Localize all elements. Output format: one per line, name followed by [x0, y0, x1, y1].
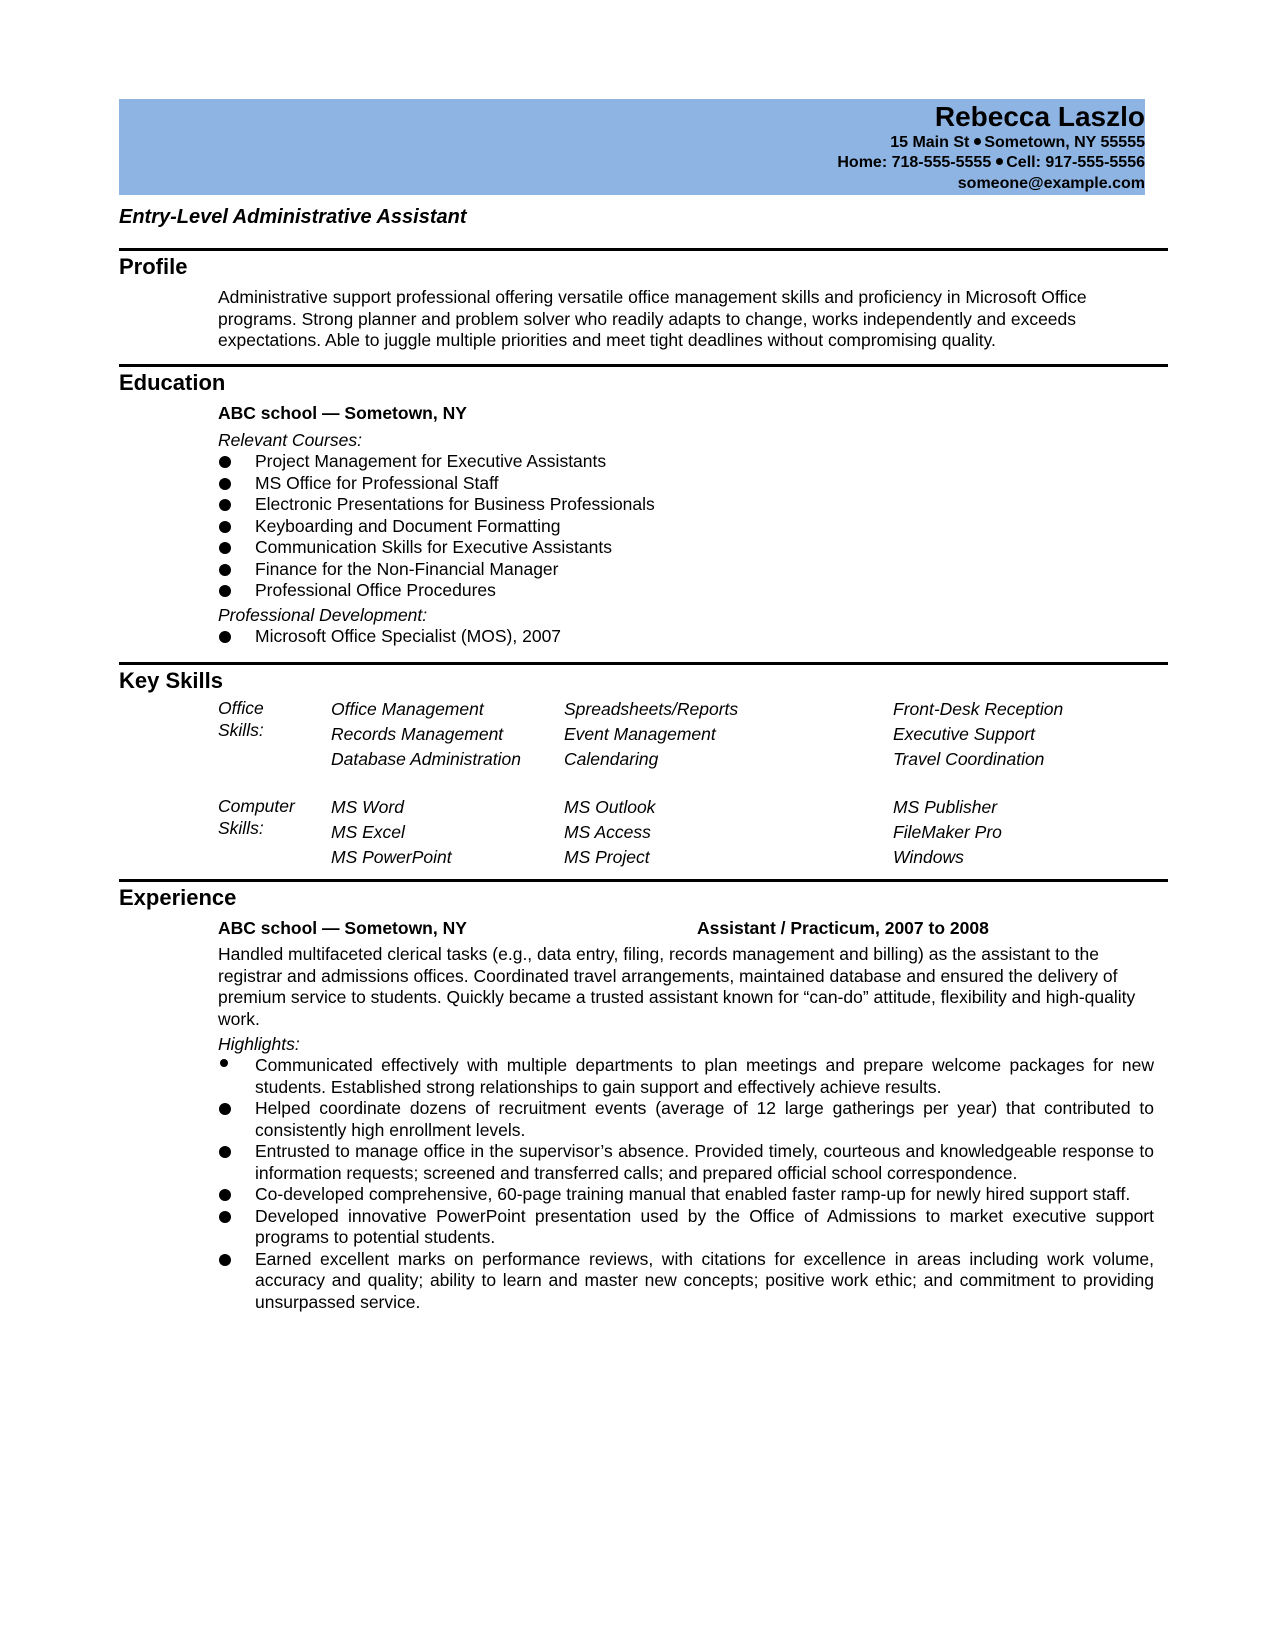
development-list — [218, 626, 1160, 648]
address-line — [890, 133, 1145, 153]
skills-column — [893, 795, 1002, 870]
section-divider — [119, 879, 1168, 882]
skills-column — [564, 795, 655, 870]
bullet-icon — [219, 521, 231, 533]
skill-item: Calendaring — [564, 749, 659, 769]
list-item: Developed innovative PowerPoint presentation used by the Office of Admissions to market executive support programs to potential students. — [218, 1206, 1154, 1249]
computer-skills-label: Computer Skills: — [218, 796, 295, 838]
school-name: ABC school — Sometown, NY — [218, 403, 467, 423]
experience-heading: Experience — [119, 885, 237, 910]
list-item: Earned excellent marks on performance reviews, with citations for excellence in areas including work volume, accuracy and quality; ability to learn and master new concepts; positive work ethic; and commitment to providing unsurpassed service. — [218, 1249, 1154, 1314]
skills-column — [564, 697, 738, 772]
office-skills-label: Office Skills: — [218, 698, 264, 740]
phone-line — [837, 153, 1145, 173]
section-divider — [119, 248, 1168, 251]
bullet-icon — [219, 1103, 231, 1115]
list-item: Electronic Presentations for Business Professionals — [218, 494, 1160, 516]
skill-item: Office Management — [331, 699, 484, 719]
skill-item: MS PowerPoint — [331, 847, 452, 867]
bullet-icon — [219, 631, 231, 643]
skill-item: Executive Support — [893, 724, 1036, 744]
bullet-icon — [219, 499, 231, 511]
list-item: Project Management for Executive Assistants — [218, 451, 1160, 473]
bullet-icon — [219, 1254, 231, 1266]
skill-item: MS Outlook — [564, 797, 656, 817]
skill-item: Spreadsheets/Reports — [564, 699, 739, 719]
list-item: Professional Office Procedures — [218, 580, 1160, 602]
bullet-icon — [219, 1146, 231, 1158]
list-item: Keyboarding and Document Formatting — [218, 516, 1160, 538]
address-city: Sometown, NY 55555 — [984, 134, 1145, 151]
highlights-list — [218, 1055, 1154, 1313]
skill-item: MS Excel — [331, 822, 405, 842]
skill-item: Event Management — [564, 724, 716, 744]
skill-item: MS Access — [564, 822, 651, 842]
bullet-icon — [219, 1211, 231, 1223]
list-item: Helped coordinate dozens of recruitment events (average of 12 large gatherings per year) that contributed to consistently high enrollment levels. — [218, 1098, 1154, 1141]
bullet-icon — [219, 564, 231, 576]
skill-item: Travel Coordination — [893, 749, 1045, 769]
profile-heading: Profile — [119, 254, 188, 279]
email-link[interactable]: someone@example.com — [957, 175, 1145, 192]
section-divider — [119, 662, 1168, 665]
job-title: Entry-Level Administrative Assistant — [119, 206, 467, 228]
bullet-icon — [219, 456, 231, 468]
profile-text: Administrative support professional offering versatile office management skills and proficiency in Microsoft Office programs. Strong planner and problem solver who readily adapts to change, works independently and exceeds expectations. Able to juggle multiple priorities and meet tight deadlines without compromising quality. — [218, 287, 1087, 350]
bullet-icon — [219, 1189, 231, 1201]
list-item: Communication Skills for Executive Assistants — [218, 537, 1160, 559]
position-title: Assistant / Practicum, 2007 to 2008 — [697, 918, 989, 938]
highlights-label: Highlights: — [218, 1034, 300, 1054]
skill-item: MS Project — [564, 847, 650, 867]
phone-home: Home: 718-555-5555 — [837, 154, 992, 171]
list-item: Finance for the Non-Financial Manager — [218, 559, 1160, 581]
bullet-icon — [219, 585, 231, 597]
skill-item: Front-Desk Reception — [893, 699, 1064, 719]
bullet-separator-icon — [996, 158, 1003, 165]
courses-list — [218, 451, 1160, 602]
address-street: 15 Main St — [890, 134, 970, 151]
candidate-name: Rebecca Laszlo — [934, 101, 1145, 132]
skills-heading: Key Skills — [119, 668, 223, 693]
skill-item: MS Word — [331, 797, 404, 817]
development-label: Professional Development: — [218, 605, 428, 625]
bullet-icon — [220, 1059, 228, 1067]
skills-column — [893, 697, 1063, 772]
education-heading: Education — [119, 370, 226, 395]
employer-name: ABC school — Sometown, NY — [218, 918, 467, 938]
skill-item: Database Administration — [331, 749, 522, 769]
experience-summary: Handled multifaceted clerical tasks (e.g., data entry, filing, records management and billing) as the assistant to the registrar and admissions offices. Coordinated travel arrangements, maintained database and ensured the delivery of premium service to students. Quickly became a trusted assistant known for “can-do” attitude, flexibility and high-quality work. — [218, 944, 1136, 1029]
list-item: Entrusted to manage office in the supervisor’s absence. Provided timely, courteous and knowledgeable response to information requests; screened and transferred calls; and prepared official school correspondence. — [218, 1141, 1154, 1184]
skill-item: MS Publisher — [893, 797, 998, 817]
skills-column — [331, 795, 452, 870]
bullet-separator-icon — [974, 138, 981, 145]
list-item: Microsoft Office Specialist (MOS), 2007 — [218, 626, 1160, 648]
list-item: MS Office for Professional Staff — [218, 473, 1160, 495]
section-divider — [119, 364, 1168, 367]
skill-item: FileMaker Pro — [893, 822, 1002, 842]
courses-label: Relevant Courses: — [218, 430, 362, 450]
list-item: Co-developed comprehensive, 60-page training manual that enabled faster ramp-up for newly hired support staff. — [218, 1184, 1154, 1206]
skill-item: Records Management — [331, 724, 504, 744]
bullet-icon — [219, 542, 231, 554]
skills-column — [331, 697, 521, 772]
list-item: Communicated effectively with multiple departments to plan meetings and prepare welcome packages for new students. Established strong relationships to gain support and effectively achieve results. — [218, 1055, 1154, 1098]
skill-item: Windows — [893, 847, 964, 867]
bullet-icon — [219, 478, 231, 490]
phone-cell: Cell: 917-555-5556 — [1006, 154, 1145, 171]
